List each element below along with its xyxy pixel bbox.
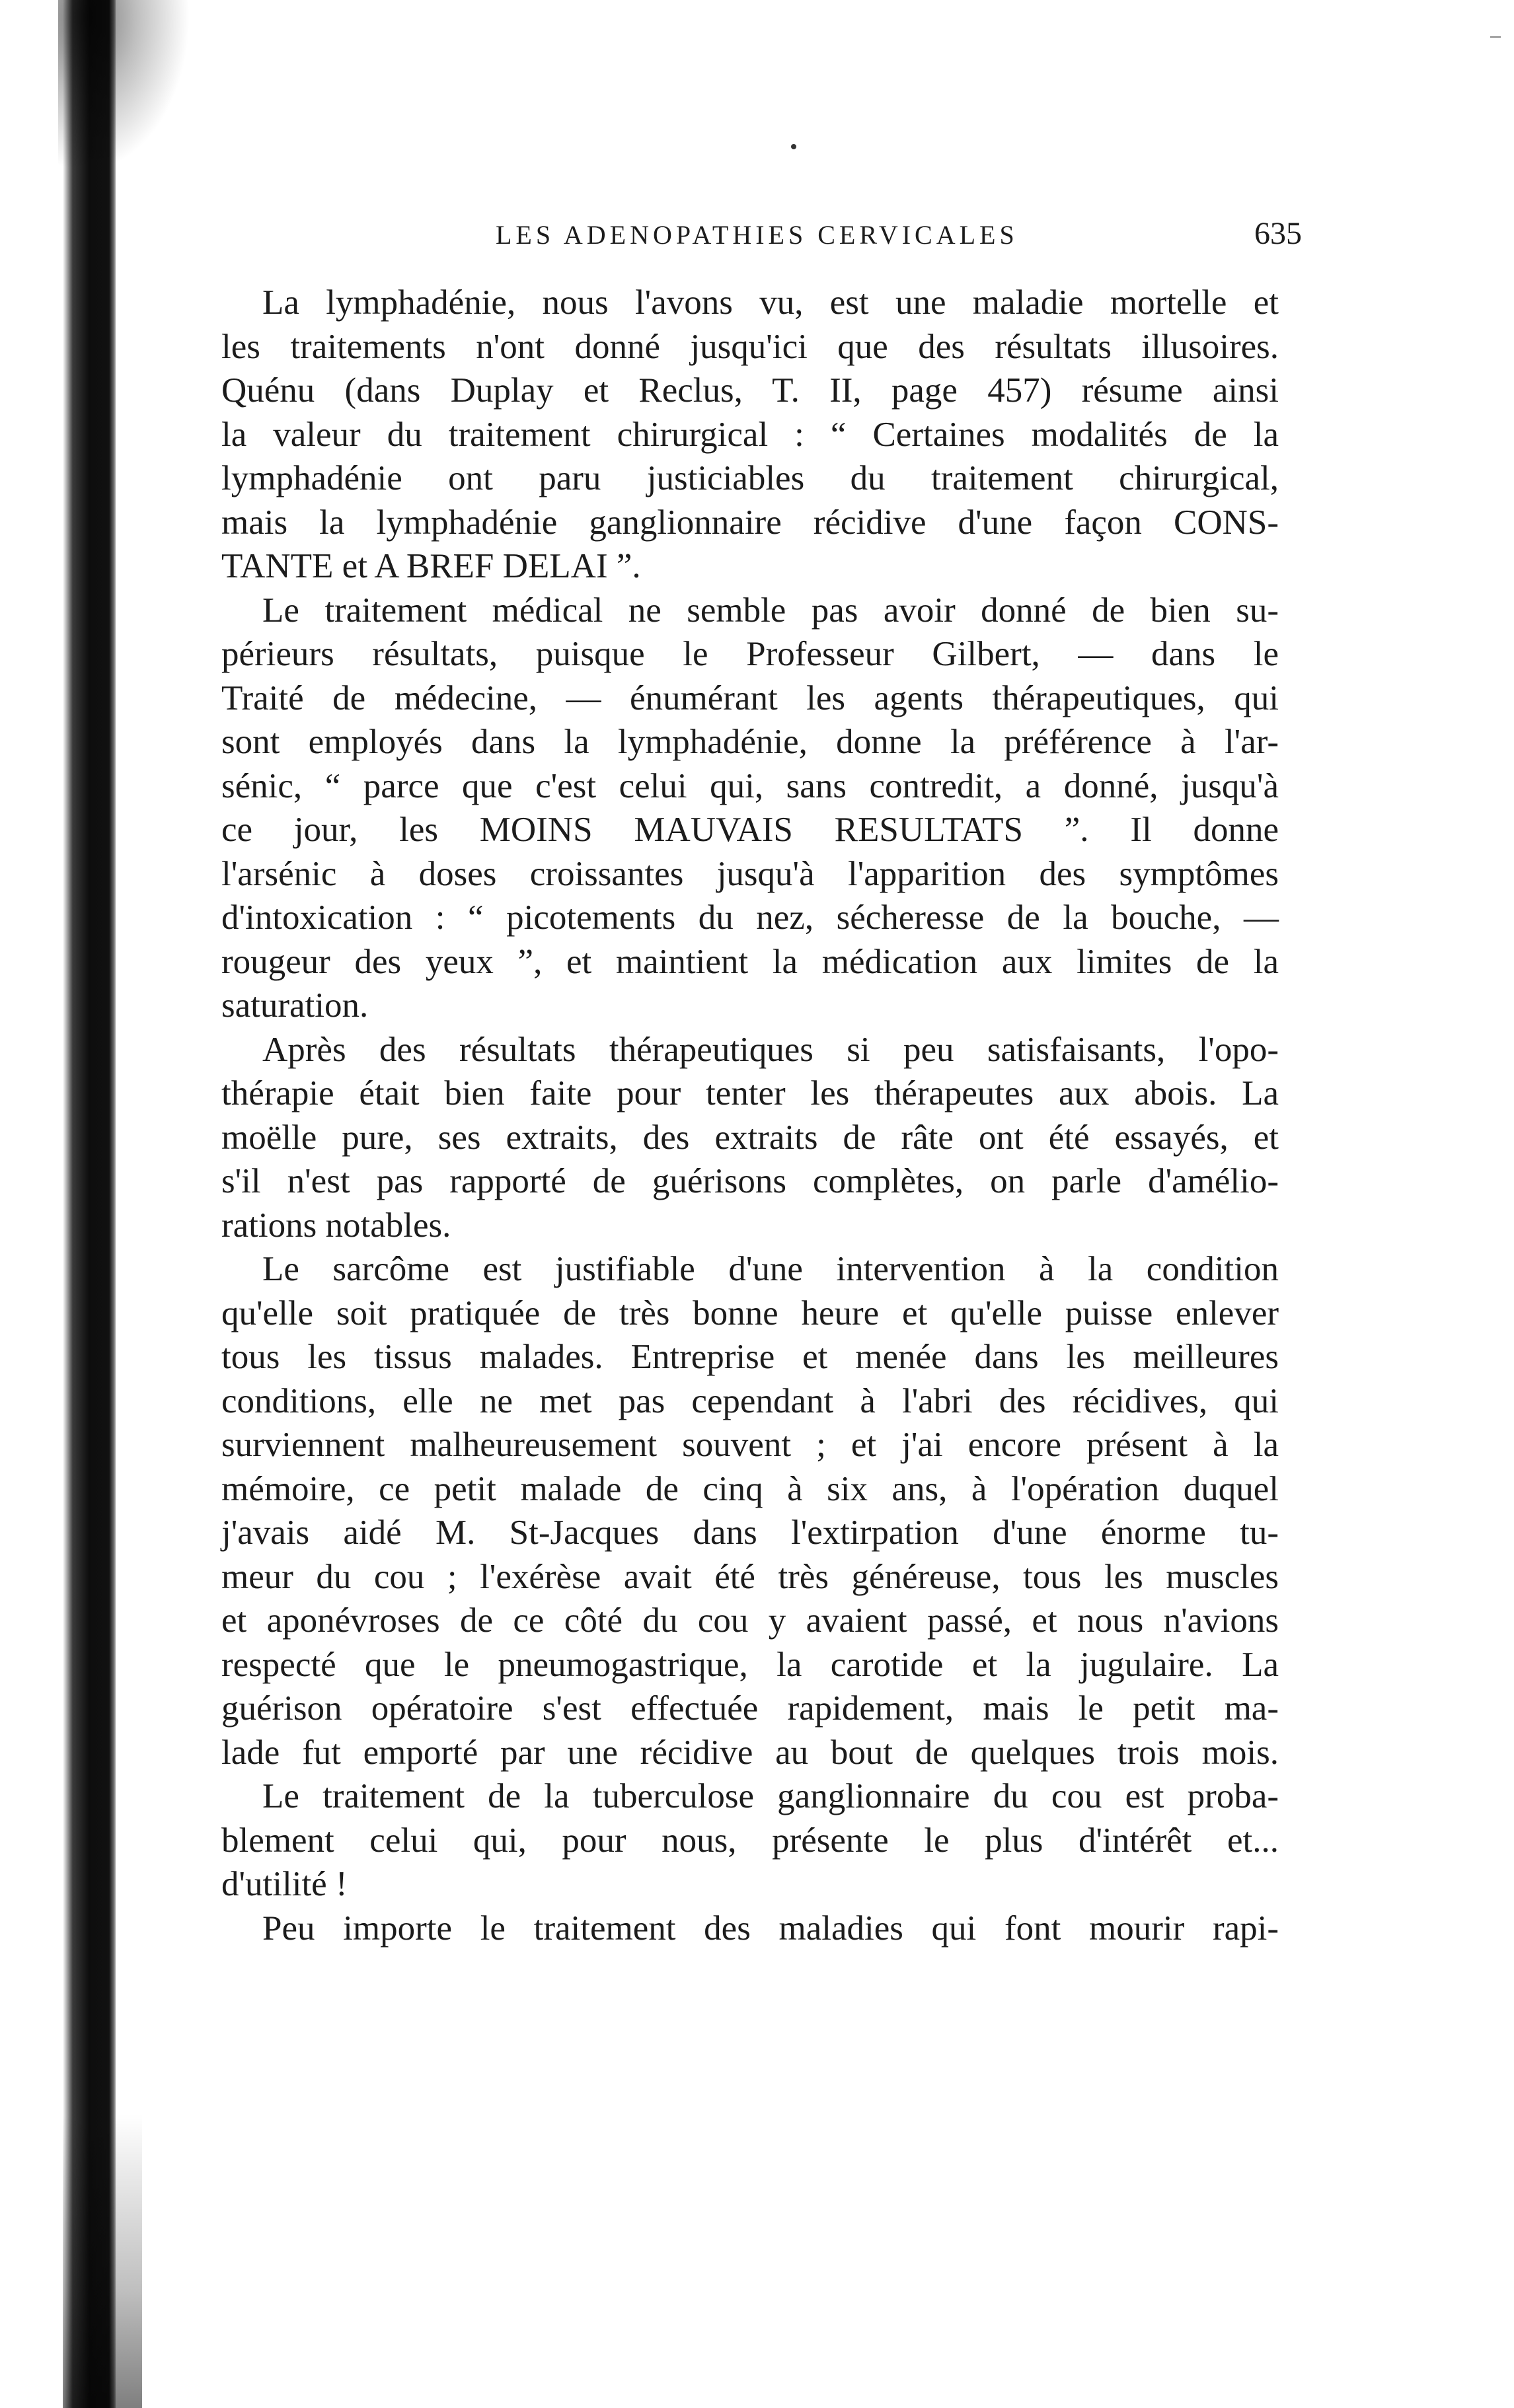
text-line: surviennent malheureusement souvent ; et j'ai encore présent à la	[221, 1426, 1279, 1464]
body-text	[221, 281, 1279, 1950]
text-line: guérison opératoire s'est effectuée rapidement, mais le petit ma-	[221, 1689, 1279, 1728]
text-line: rougeur des yeux ”, et maintient la médication aux limites de la	[221, 942, 1279, 981]
text-line: l'arsénic à doses croissantes jusqu'à l'apparition des symptômes	[221, 854, 1279, 893]
text-line: respecté que le pneumogastrique, la carotide et la jugulaire. La	[221, 1645, 1279, 1684]
text-line: Traité de médecine, — énumérant les agents thérapeutiques, qui	[221, 678, 1279, 717]
text-line: Le sarcôme est justifiable d'une intervention à la condition	[262, 1250, 1279, 1288]
text-line: s'il n'est pas rapporté de guérisons complètes, on parle d'amélio-	[221, 1162, 1279, 1200]
text-line: tous les tissus malades. Entreprise et menée dans les meilleures	[221, 1338, 1279, 1376]
text-line: qu'elle soit pratiquée de très bonne heure et qu'elle puisse enlever	[221, 1294, 1279, 1332]
text-line: Le traitement de la tuberculose ganglionnaire du cou est proba-	[262, 1777, 1279, 1815]
text-line: sont employés dans la lymphadénie, donne la préférence à l'ar-	[221, 723, 1279, 761]
text-line: sénic, “ parce que c'est celui qui, sans contredit, a donné, jusqu'à	[221, 766, 1279, 805]
text-line: Peu importe le traitement des maladies qui font mourir rapi-	[262, 1909, 1279, 1948]
text-line: lade fut emporté par une récidive au bout de quelques trois mois.	[221, 1733, 1279, 1772]
text-line: j'avais aidé M. St-Jacques dans l'extirpation d'une énorme tu-	[221, 1514, 1279, 1552]
scan-shadow-bottom	[63, 2114, 142, 2408]
text-line: TANTE et A BREF DELAI ”.	[221, 547, 641, 585]
text-line: lymphadénie ont paru justiciables du traitement chirurgical,	[221, 459, 1279, 497]
text-line: mémoire, ce petit malade de cinq à six ans, à l'opération duquel	[221, 1469, 1279, 1508]
text-line: mais la lymphadénie ganglionnaire récidive d'une façon CONS-	[221, 503, 1279, 542]
scan-shadow-top	[58, 0, 190, 172]
text-line: périeurs résultats, puisque le Professeur Gilbert, — dans le	[221, 635, 1279, 673]
text-line: thérapie était bien faite pour tenter les thérapeutes aux abois. La	[221, 1074, 1279, 1113]
text-line: rations notables.	[221, 1206, 451, 1245]
text-line: Quénu (dans Duplay et Reclus, T. II, page 457) résume ainsi	[221, 371, 1279, 410]
text-line: la valeur du traitement chirurgical : “ Certaines modalités de la	[221, 415, 1279, 454]
scanned-binding-edge	[0, 0, 116, 2408]
text-line: saturation.	[221, 986, 369, 1025]
scan-corner-mark	[1490, 36, 1501, 38]
text-line: et aponévroses de ce côté du cou y avaient passé, et nous n'avions	[221, 1601, 1279, 1640]
text-line: La lymphadénie, nous l'avons vu, est une maladie mortelle et	[262, 283, 1279, 322]
text-line: Après des résultats thérapeutiques si peu satisfaisants, l'opo-	[262, 1030, 1279, 1069]
text-line: Le traitement médical ne semble pas avoir donné de bien su-	[262, 591, 1279, 630]
text-line: d'utilité !	[221, 1865, 348, 1903]
text-line: ce jour, les MOINS MAUVAIS RESULTATS ”. Il donne	[221, 811, 1279, 849]
page-number: 635	[1254, 216, 1302, 251]
text-line: blement celui qui, pour nous, présente le plus d'intérêt et...	[221, 1821, 1279, 1860]
scan-speck	[791, 144, 796, 149]
text-line: moëlle pure, ses extraits, des extraits de râte ont été essayés, et	[221, 1118, 1279, 1157]
running-title: LES ADENOPATHIES CERVICALES	[496, 220, 1018, 250]
page-header	[496, 216, 1302, 259]
text-line: conditions, elle ne met pas cependant à l'abri des récidives, qui	[221, 1381, 1279, 1420]
text-line: d'intoxication : “ picotements du nez, sécheresse de la bouche, —	[221, 898, 1279, 937]
text-line: meur du cou ; l'exérèse avait été très généreuse, tous les muscles	[221, 1557, 1279, 1596]
text-line: les traitements n'ont donné jusqu'ici que des résultats illusoires.	[221, 327, 1279, 366]
